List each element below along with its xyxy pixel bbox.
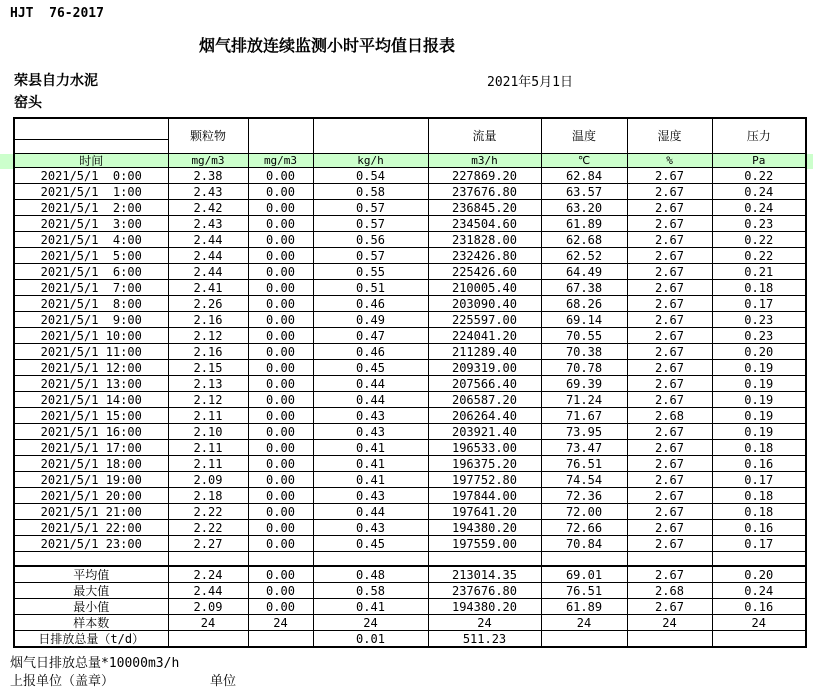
table-row (14, 392, 806, 408)
value-cell: 2.11 (168, 440, 248, 456)
summary-value-cell: 2.24 (168, 566, 248, 583)
page-title: 烟气排放连续监测小时平均值日报表 (199, 36, 456, 55)
time-cell: 2021/5/1 13:00 (14, 376, 168, 392)
summary-label-cell: 最大值 (14, 583, 168, 599)
table-row (14, 376, 806, 392)
value-cell: 0.57 (313, 200, 428, 216)
table-row (14, 472, 806, 488)
value-cell: 0.45 (313, 360, 428, 376)
value-cell: 2.67 (627, 344, 712, 360)
pollutant-group-cell: 湿度 (627, 118, 712, 154)
value-cell: 2.67 (627, 312, 712, 328)
value-cell: 2.67 (627, 248, 712, 264)
summary-value-cell: 0.58 (313, 583, 428, 599)
value-cell: 73.95 (541, 424, 627, 440)
time-header-cell: 时间 (14, 154, 168, 168)
time-cell: 2021/5/1 5:00 (14, 248, 168, 264)
value-cell: 2.16 (168, 312, 248, 328)
value-cell: 62.52 (541, 248, 627, 264)
value-cell: 2.67 (627, 472, 712, 488)
value-cell: 0.19 (712, 408, 806, 424)
time-cell: 2021/5/1 6:00 (14, 264, 168, 280)
table-row (14, 536, 806, 552)
report-table (13, 117, 807, 648)
summary-value-cell: 24 (168, 615, 248, 631)
summary-value-cell: 2.67 (627, 566, 712, 583)
report-date: 2021年5月1日 (487, 75, 573, 90)
value-cell: 0.51 (313, 280, 428, 296)
value-cell: 2.18 (168, 488, 248, 504)
value-cell: 0.43 (313, 520, 428, 536)
table-row (14, 360, 806, 376)
table-row (14, 232, 806, 248)
value-cell: 211289.40 (428, 344, 541, 360)
value-cell: 0.22 (712, 248, 806, 264)
value-cell: 2.09 (168, 472, 248, 488)
summary-value-cell: 24 (712, 615, 806, 631)
value-cell: 2.43 (168, 216, 248, 232)
value-cell: 0.00 (248, 504, 313, 520)
value-cell: 0.49 (313, 312, 428, 328)
summary-value-cell: 0.24 (712, 583, 806, 599)
value-cell: 70.84 (541, 536, 627, 552)
value-cell: 2.27 (168, 536, 248, 552)
value-cell: 2.67 (627, 440, 712, 456)
summary-row (14, 599, 806, 615)
value-cell: 0.41 (313, 440, 428, 456)
unit-cell: Pa (712, 154, 806, 168)
empty-cell (627, 552, 712, 567)
empty-cell (712, 552, 806, 567)
value-cell: 224041.20 (428, 328, 541, 344)
summary-value-cell: 0.00 (248, 566, 313, 583)
value-cell: 2.67 (627, 328, 712, 344)
value-cell: 2.67 (627, 392, 712, 408)
value-cell: 2.16 (168, 344, 248, 360)
value-cell: 2.12 (168, 392, 248, 408)
summary-value-cell (248, 631, 313, 648)
time-cell: 2021/5/1 23:00 (14, 536, 168, 552)
value-cell: 0.23 (712, 328, 806, 344)
value-cell: 0.00 (248, 424, 313, 440)
value-cell: 0.23 (712, 312, 806, 328)
value-cell: 209319.00 (428, 360, 541, 376)
unit-cell: mg/m3 (168, 154, 248, 168)
value-cell: 0.00 (248, 296, 313, 312)
value-cell: 2.22 (168, 504, 248, 520)
table-row (14, 456, 806, 472)
value-cell: 197641.20 (428, 504, 541, 520)
value-cell: 62.84 (541, 168, 627, 184)
value-cell: 62.68 (541, 232, 627, 248)
value-cell: 0.00 (248, 168, 313, 184)
value-cell: 0.17 (712, 296, 806, 312)
summary-value-cell: 0.00 (248, 583, 313, 599)
value-cell: 0.00 (248, 408, 313, 424)
time-cell: 2021/5/1 0:00 (14, 168, 168, 184)
value-cell: 70.78 (541, 360, 627, 376)
time-cell: 2021/5/1 16:00 (14, 424, 168, 440)
summary-row (14, 566, 806, 583)
value-cell: 210005.40 (428, 280, 541, 296)
table-row (14, 344, 806, 360)
pollutant-group-cell: 温度 (541, 118, 627, 154)
table-row (14, 280, 806, 296)
time-cell: 2021/5/1 7:00 (14, 280, 168, 296)
value-cell: 0.24 (712, 200, 806, 216)
empty-cell (14, 552, 168, 567)
value-cell: 196533.00 (428, 440, 541, 456)
header-row-top (14, 118, 806, 140)
value-cell: 2.67 (627, 200, 712, 216)
value-cell: 0.19 (712, 360, 806, 376)
value-cell: 0.19 (712, 424, 806, 440)
value-cell: 2.42 (168, 200, 248, 216)
standard-code: HJT 76-2017 (10, 6, 104, 21)
value-cell: 0.17 (712, 536, 806, 552)
unit-cell: m3/h (428, 154, 541, 168)
summary-label-cell: 平均值 (14, 566, 168, 583)
value-cell: 0.41 (313, 472, 428, 488)
value-cell: 70.38 (541, 344, 627, 360)
summary-value-cell: 511.23 (428, 631, 541, 648)
value-cell: 0.00 (248, 200, 313, 216)
value-cell: 71.24 (541, 392, 627, 408)
summary-value-cell: 0.00 (248, 599, 313, 615)
value-cell: 0.00 (248, 360, 313, 376)
empty-cell (313, 552, 428, 567)
value-cell: 2.67 (627, 168, 712, 184)
value-cell: 2.67 (627, 504, 712, 520)
value-cell: 2.67 (627, 520, 712, 536)
summary-value-cell: 0.48 (313, 566, 428, 583)
pollutant-group-cell (313, 118, 428, 154)
spacer-row (14, 552, 806, 567)
value-cell: 203090.40 (428, 296, 541, 312)
value-cell: 0.46 (313, 296, 428, 312)
value-cell: 61.89 (541, 216, 627, 232)
value-cell: 2.67 (627, 184, 712, 200)
value-cell: 2.67 (627, 536, 712, 552)
value-cell: 2.22 (168, 520, 248, 536)
empty-cell (541, 552, 627, 567)
value-cell: 0.57 (313, 216, 428, 232)
value-cell: 0.19 (712, 376, 806, 392)
summary-value-cell: 0.16 (712, 599, 806, 615)
value-cell: 0.00 (248, 280, 313, 296)
summary-value-cell: 61.89 (541, 599, 627, 615)
time-cell: 2021/5/1 8:00 (14, 296, 168, 312)
table-row (14, 504, 806, 520)
value-cell: 0.23 (712, 216, 806, 232)
summary-value-cell: 69.01 (541, 566, 627, 583)
value-cell: 0.18 (712, 488, 806, 504)
value-cell: 2.15 (168, 360, 248, 376)
header-empty-cell (14, 140, 168, 154)
time-cell: 2021/5/1 22:00 (14, 520, 168, 536)
value-cell: 69.14 (541, 312, 627, 328)
time-cell: 2021/5/1 9:00 (14, 312, 168, 328)
empty-cell (248, 552, 313, 567)
value-cell: 0.00 (248, 520, 313, 536)
value-cell: 0.22 (712, 168, 806, 184)
time-cell: 2021/5/1 15:00 (14, 408, 168, 424)
value-cell: 2.12 (168, 328, 248, 344)
summary-label-cell: 样本数 (14, 615, 168, 631)
value-cell: 2.44 (168, 232, 248, 248)
value-cell: 207566.40 (428, 376, 541, 392)
value-cell: 0.00 (248, 488, 313, 504)
value-cell: 0.22 (712, 232, 806, 248)
table-row (14, 408, 806, 424)
value-cell: 68.26 (541, 296, 627, 312)
value-cell: 63.57 (541, 184, 627, 200)
summary-value-cell (541, 631, 627, 648)
monitoring-point: 窑头 (14, 95, 42, 111)
table-row (14, 424, 806, 440)
value-cell: 236845.20 (428, 200, 541, 216)
table-row (14, 440, 806, 456)
value-cell: 69.39 (541, 376, 627, 392)
value-cell: 2.67 (627, 264, 712, 280)
value-cell: 227869.20 (428, 168, 541, 184)
value-cell: 0.24 (712, 184, 806, 200)
value-cell: 0.00 (248, 312, 313, 328)
time-cell: 2021/5/1 21:00 (14, 504, 168, 520)
value-cell: 72.36 (541, 488, 627, 504)
summary-value-cell: 213014.35 (428, 566, 541, 583)
value-cell: 0.00 (248, 216, 313, 232)
table-row (14, 216, 806, 232)
value-cell: 74.54 (541, 472, 627, 488)
value-cell: 197752.80 (428, 472, 541, 488)
value-cell: 2.67 (627, 216, 712, 232)
value-cell: 0.41 (313, 456, 428, 472)
pollutant-group-cell (248, 118, 313, 154)
value-cell: 0.16 (712, 456, 806, 472)
value-cell: 203921.40 (428, 424, 541, 440)
value-cell: 0.16 (712, 520, 806, 536)
value-cell: 0.17 (712, 472, 806, 488)
summary-row (14, 615, 806, 631)
summary-value-cell: 24 (627, 615, 712, 631)
summary-value-cell: 2.67 (627, 599, 712, 615)
value-cell: 0.00 (248, 456, 313, 472)
table-row (14, 312, 806, 328)
table-row (14, 200, 806, 216)
summary-value-cell (712, 631, 806, 648)
table-row (14, 184, 806, 200)
value-cell: 2.41 (168, 280, 248, 296)
value-cell: 2.43 (168, 184, 248, 200)
table-row (14, 248, 806, 264)
value-cell: 0.00 (248, 328, 313, 344)
value-cell: 194380.20 (428, 520, 541, 536)
value-cell: 234504.60 (428, 216, 541, 232)
table-row (14, 488, 806, 504)
value-cell: 0.00 (248, 344, 313, 360)
time-cell: 2021/5/1 14:00 (14, 392, 168, 408)
value-cell: 0.00 (248, 248, 313, 264)
empty-cell (428, 552, 541, 567)
value-cell: 2.67 (627, 456, 712, 472)
summary-row (14, 631, 806, 648)
footer-note: 烟气日排放总量*10000m3/h (10, 656, 180, 671)
summary-value-cell: 24 (428, 615, 541, 631)
time-cell: 2021/5/1 20:00 (14, 488, 168, 504)
value-cell: 0.45 (313, 536, 428, 552)
time-cell: 2021/5/1 3:00 (14, 216, 168, 232)
value-cell: 67.38 (541, 280, 627, 296)
value-cell: 0.00 (248, 472, 313, 488)
table-row (14, 296, 806, 312)
summary-value-cell: 24 (248, 615, 313, 631)
value-cell: 0.21 (712, 264, 806, 280)
value-cell: 2.67 (627, 232, 712, 248)
value-cell: 0.47 (313, 328, 428, 344)
value-cell: 0.55 (313, 264, 428, 280)
time-cell: 2021/5/1 1:00 (14, 184, 168, 200)
value-cell: 2.67 (627, 488, 712, 504)
summary-value-cell (627, 631, 712, 648)
value-cell: 2.44 (168, 264, 248, 280)
value-cell: 237676.80 (428, 184, 541, 200)
value-cell: 76.51 (541, 456, 627, 472)
time-cell: 2021/5/1 18:00 (14, 456, 168, 472)
value-cell: 0.18 (712, 280, 806, 296)
company-name: 荣县自力水泥 (14, 73, 98, 89)
value-cell: 2.68 (627, 408, 712, 424)
value-cell: 70.55 (541, 328, 627, 344)
summary-label-cell: 日排放总量（t/d） (14, 631, 168, 648)
value-cell: 2.67 (627, 280, 712, 296)
value-cell: 197559.00 (428, 536, 541, 552)
value-cell: 197844.00 (428, 488, 541, 504)
value-cell: 0.18 (712, 504, 806, 520)
summary-value-cell: 2.68 (627, 583, 712, 599)
table-row (14, 328, 806, 344)
value-cell: 231828.00 (428, 232, 541, 248)
value-cell: 0.00 (248, 376, 313, 392)
value-cell: 0.00 (248, 536, 313, 552)
time-cell: 2021/5/1 10:00 (14, 328, 168, 344)
value-cell: 206587.20 (428, 392, 541, 408)
value-cell: 2.67 (627, 376, 712, 392)
value-cell: 206264.40 (428, 408, 541, 424)
value-cell: 2.38 (168, 168, 248, 184)
unit-cell: % (627, 154, 712, 168)
summary-value-cell: 24 (313, 615, 428, 631)
unit-cell: ℃ (541, 154, 627, 168)
value-cell: 2.13 (168, 376, 248, 392)
value-cell: 2.67 (627, 424, 712, 440)
value-cell: 0.56 (313, 232, 428, 248)
value-cell: 2.67 (627, 360, 712, 376)
value-cell: 2.26 (168, 296, 248, 312)
value-cell: 225426.60 (428, 264, 541, 280)
value-cell: 0.54 (313, 168, 428, 184)
pollutant-group-cell: 流量 (428, 118, 541, 154)
time-cell: 2021/5/1 12:00 (14, 360, 168, 376)
report-unit-label: 上报单位（盖章） (10, 674, 115, 689)
summary-row (14, 583, 806, 599)
value-cell: 0.43 (313, 488, 428, 504)
summary-label-cell: 最小值 (14, 599, 168, 615)
value-cell: 0.18 (712, 440, 806, 456)
time-cell: 2021/5/1 19:00 (14, 472, 168, 488)
summary-value-cell: 237676.80 (428, 583, 541, 599)
value-cell: 2.44 (168, 248, 248, 264)
value-cell: 0.00 (248, 392, 313, 408)
pollutant-group-cell: 颗粒物 (168, 118, 248, 154)
header-empty-cell (14, 118, 168, 140)
summary-value-cell: 76.51 (541, 583, 627, 599)
time-cell: 2021/5/1 2:00 (14, 200, 168, 216)
value-cell: 0.20 (712, 344, 806, 360)
unit-cell: mg/m3 (248, 154, 313, 168)
value-cell: 2.67 (627, 296, 712, 312)
value-cell: 232426.80 (428, 248, 541, 264)
summary-value-cell: 0.41 (313, 599, 428, 615)
unit-label: 单位 (210, 674, 237, 689)
value-cell: 225597.00 (428, 312, 541, 328)
value-cell: 0.19 (712, 392, 806, 408)
value-cell: 0.58 (313, 184, 428, 200)
value-cell: 0.44 (313, 392, 428, 408)
value-cell: 2.11 (168, 456, 248, 472)
summary-value-cell: 194380.20 (428, 599, 541, 615)
value-cell: 2.11 (168, 408, 248, 424)
value-cell: 72.00 (541, 504, 627, 520)
value-cell: 0.44 (313, 376, 428, 392)
summary-value-cell: 2.44 (168, 583, 248, 599)
value-cell: 0.00 (248, 232, 313, 248)
value-cell: 0.00 (248, 264, 313, 280)
unit-cell: kg/h (313, 154, 428, 168)
value-cell: 72.66 (541, 520, 627, 536)
time-cell: 2021/5/1 17:00 (14, 440, 168, 456)
table-row (14, 520, 806, 536)
time-cell: 2021/5/1 11:00 (14, 344, 168, 360)
value-cell: 64.49 (541, 264, 627, 280)
table-row (14, 168, 806, 184)
header-row-units (14, 154, 806, 168)
summary-value-cell: 0.01 (313, 631, 428, 648)
value-cell: 71.67 (541, 408, 627, 424)
value-cell: 0.43 (313, 424, 428, 440)
value-cell: 2.10 (168, 424, 248, 440)
value-cell: 63.20 (541, 200, 627, 216)
time-cell: 2021/5/1 4:00 (14, 232, 168, 248)
summary-value-cell (168, 631, 248, 648)
summary-value-cell: 24 (541, 615, 627, 631)
empty-cell (168, 552, 248, 567)
value-cell: 196375.20 (428, 456, 541, 472)
value-cell: 73.47 (541, 440, 627, 456)
value-cell: 0.00 (248, 184, 313, 200)
value-cell: 0.57 (313, 248, 428, 264)
summary-value-cell: 2.09 (168, 599, 248, 615)
table-row (14, 264, 806, 280)
value-cell: 0.44 (313, 504, 428, 520)
value-cell: 0.46 (313, 344, 428, 360)
green-highlight-strip-left (0, 154, 14, 169)
pollutant-group-cell: 压力 (712, 118, 806, 154)
value-cell: 0.43 (313, 408, 428, 424)
value-cell: 0.00 (248, 440, 313, 456)
summary-value-cell: 0.20 (712, 566, 806, 583)
